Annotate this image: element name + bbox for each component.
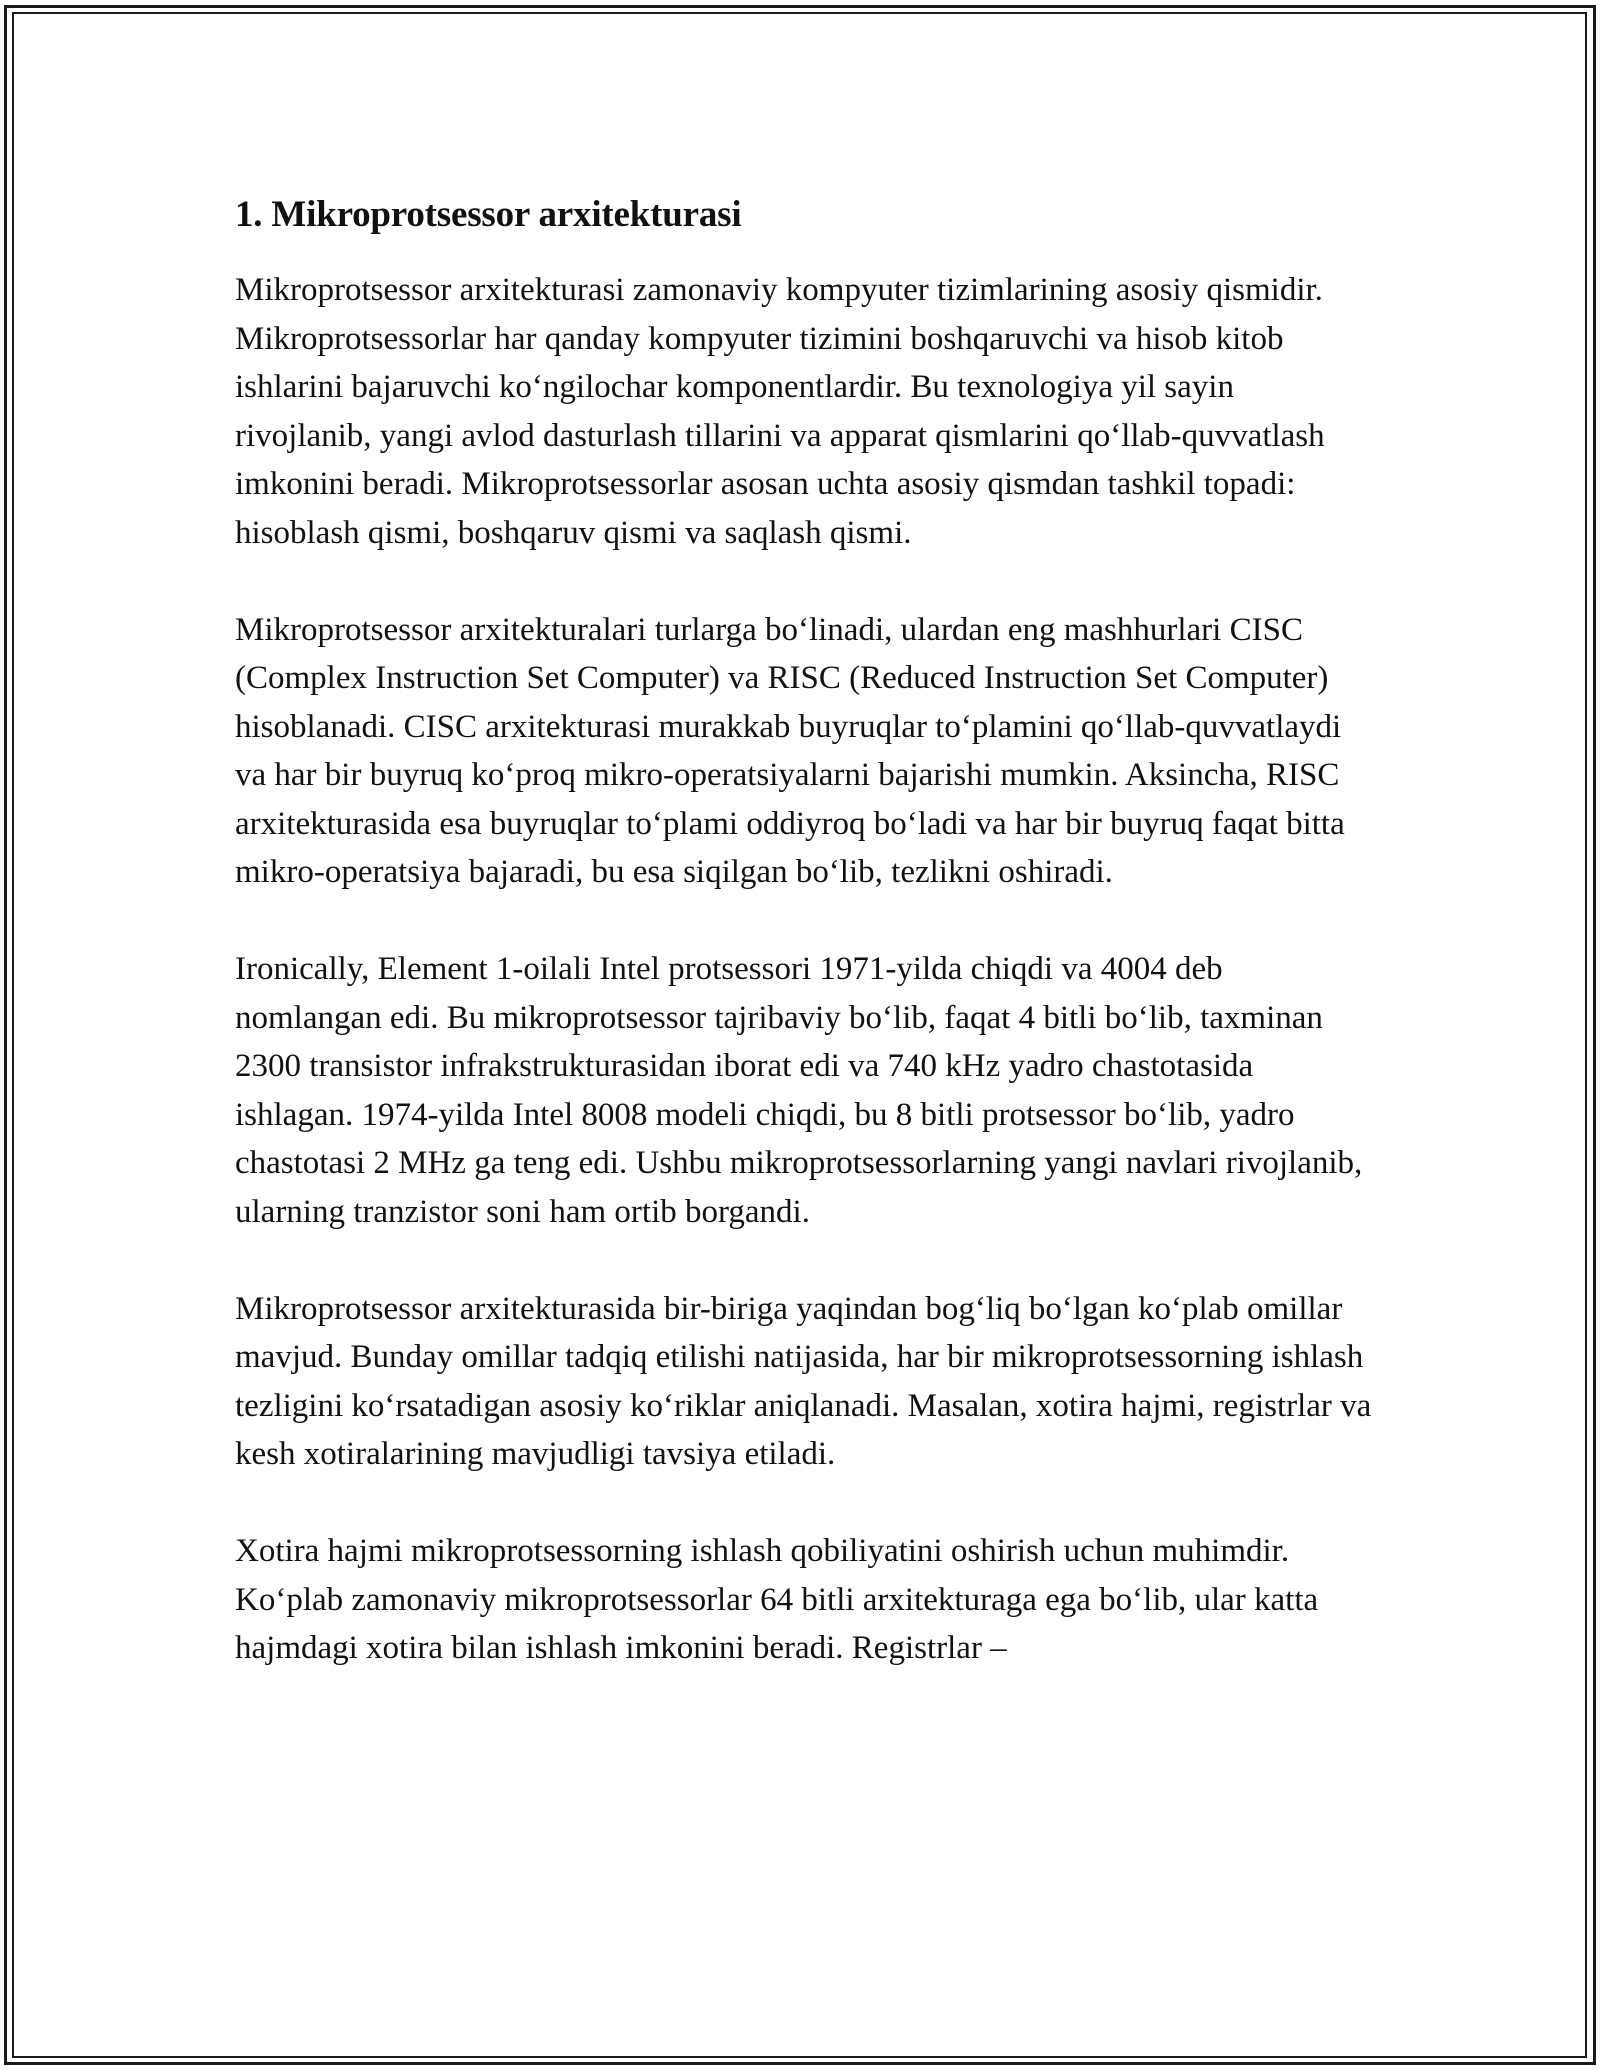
paragraph-1: Mikroprotsessor arxitekturasi zamonaviy kompyuter tizimlarining asosiy qismidir. Mikroprotsessorlar har qanday kompyuter tizimini boshqaruvchi va hisob kitob ishlarini bajaruvchi ko‘ngilochar komponentlardir. Bu texnologiya yil sayin rivojlanib, yangi avlod dasturlash tillarini va apparat qismlarini qo‘llab-quvvatlash imkonini beradi. Mikroprotsessorlar asosan uchta asosiy qismdan tashkil topadi: hisoblash qismi, boshqaruv qismi va saqlash qismi. [235,272,1325,551]
paragraph-3: Ironically, Element 1-oilali Intel protsessori 1971-yilda chiqdi va 4004 deb nomlangan edi. Bu mikroprotsessor tajribaviy bo‘lib, faqat 4 bitli bo‘lib, taxminan 2300 transistor infrakstrukturasidan iborat edi va 740 kHz yadro chastotasida ishlagan. 1974-yilda Intel 8008 modeli chiqdi, bu 8 bitli protsessor bo‘lib, yadro chastotasi 2 MHz ga teng edi. Ushbu mikroprotsessorlarning yangi navlari rivojlanib, ularning tranzistor soni ham ortib borgandi. [235,951,1363,1230]
paragraph-5: Xotira hajmi mikroprotsessorning ishlash qobiliyatini oshirish uchun muhimdir. Ko‘plab zamonaviy mikroprotsessorlar 64 bitli arxitekturaga ega bo‘lib, ular katta hajmdagi xotira bilan ishlash imkonini beradi. Registrlar – [235,1533,1319,1666]
section-heading: 1. Mikroprotsessor arxitekturasi [235,194,742,235]
paragraph-2: Mikroprotsessor arxitekturalari turlarga bo‘linadi, ulardan eng mashhurlari CISC (Complex Instruction Set Computer) va RISC (Reduced Instruction Set Computer) hisoblanadi. CISC arxitekturasi murakkab buyruqlar to‘plamini qo‘llab-quvvatlaydi va har bir buyruq ko‘proq mikro-operatsiyalarni bajarishi mumkin. Aksincha, RISC arxitekturasida esa buyruqlar to‘plami oddiyroq bo‘ladi va har bir buyruq faqat bitta mikro-operatsiya bajaradi, bu esa siqilgan bo‘lib, tezlikni oshiradi. [235,611,1345,890]
document-body [235,188,1375,1673]
paragraph-4: Mikroprotsessor arxitekturasida bir-biriga yaqindan bog‘liq bo‘lgan ko‘plab omillar mavjud. Bunday omillar tadqiq etilishi natijasida, har bir mikroprotsessorning ishlash tezligini ko‘rsatadigan asosiy ko‘riklar aniqlanadi. Masalan, xotira hajmi, registrlar va kesh xotiralarining mavjudligi tavsiya etiladi. [235,1290,1372,1472]
